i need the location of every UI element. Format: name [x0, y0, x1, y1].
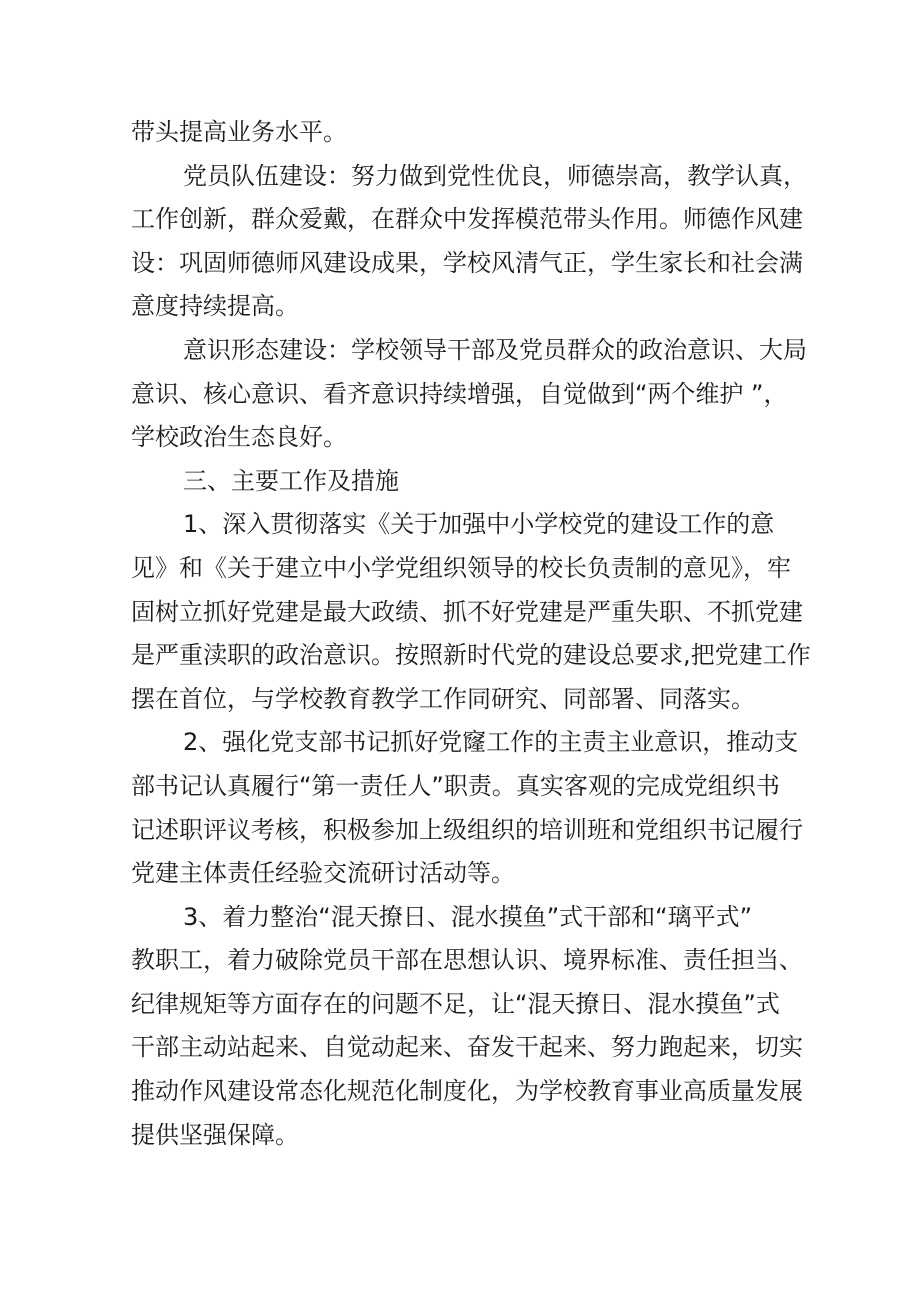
text-line: 记述职评议考核，积极参加上级组织的培训班和党组织书记履行: [131, 815, 803, 844]
text-line: 学校政治生态良好。: [131, 423, 347, 452]
text-line: 带头提高业务水平。: [131, 118, 347, 146]
text-line: 党员队伍建设：努力做到党性优良，师德崇高，教学认真，: [183, 161, 807, 190]
text-line: 是严重渎职的政治意识。按照新时代党的建设总要求,把党建工作: [131, 641, 811, 670]
text-line: 固树立抓好党建是最大政绩、抓不好党建是严重失职、不抓党建: [131, 597, 803, 626]
document-body: [131, 111, 811, 1157]
text-line: 见》和《关于建立中小学党组织领导的校长负责制的意见》，牢: [131, 553, 791, 582]
text-line: 教职工，着力破除党员干部在思想认识、境界标准、责任担当、: [131, 946, 803, 975]
text-line: 2、强化党支部书记抓好党窿工作的主责主业意识，推动支: [183, 728, 799, 757]
text-line: 3、着力整治“混天撩日、混水摸鱼”式干部和“璃平式”: [183, 902, 753, 931]
text-line: 党建主体责任经验交流研讨活动等。: [131, 859, 515, 888]
text-line: 纪律规矩等方面存在的问题不足，让“混天撩日、混水摸鱼”式: [131, 989, 780, 1018]
text-line: 设：巩固师德师风建设成果，学校风清气正，学生家长和社会满: [131, 248, 803, 277]
text-line: 1、深入贯彻落实《关于加强中小学校党的建设工作的意: [183, 510, 775, 539]
text-line: 意识、核心意识、看齐意识持续增强，自觉做到“两个维护 ”，: [131, 379, 788, 408]
text-line: 干部主动站起来、自觉动起来、奋发干起来、努力跑起来，切实: [131, 1033, 803, 1062]
text-line: 意度持续提高。: [131, 292, 299, 321]
text-line: 意识形态建设：学校领导干部及党员群众的政治意识、大局: [183, 335, 807, 364]
text-line: 推动作风建设常态化规范化制度化，为学校教育事业高质量发展: [131, 1077, 803, 1106]
section-heading: 三、主要工作及措施: [183, 466, 399, 495]
text-line: 部书记认真履行“第一责任人”职责。真实客观的完成党组织书: [131, 771, 780, 800]
text-line: 摆在首位，与学校教育教学工作同研究、同部署、同落实。: [131, 684, 755, 713]
text-line: 提供坚强保障。: [131, 1120, 299, 1149]
text-line: 工作创新，群众爱戴，在群众中发挥模范带头作用。师德作风建: [131, 205, 803, 234]
